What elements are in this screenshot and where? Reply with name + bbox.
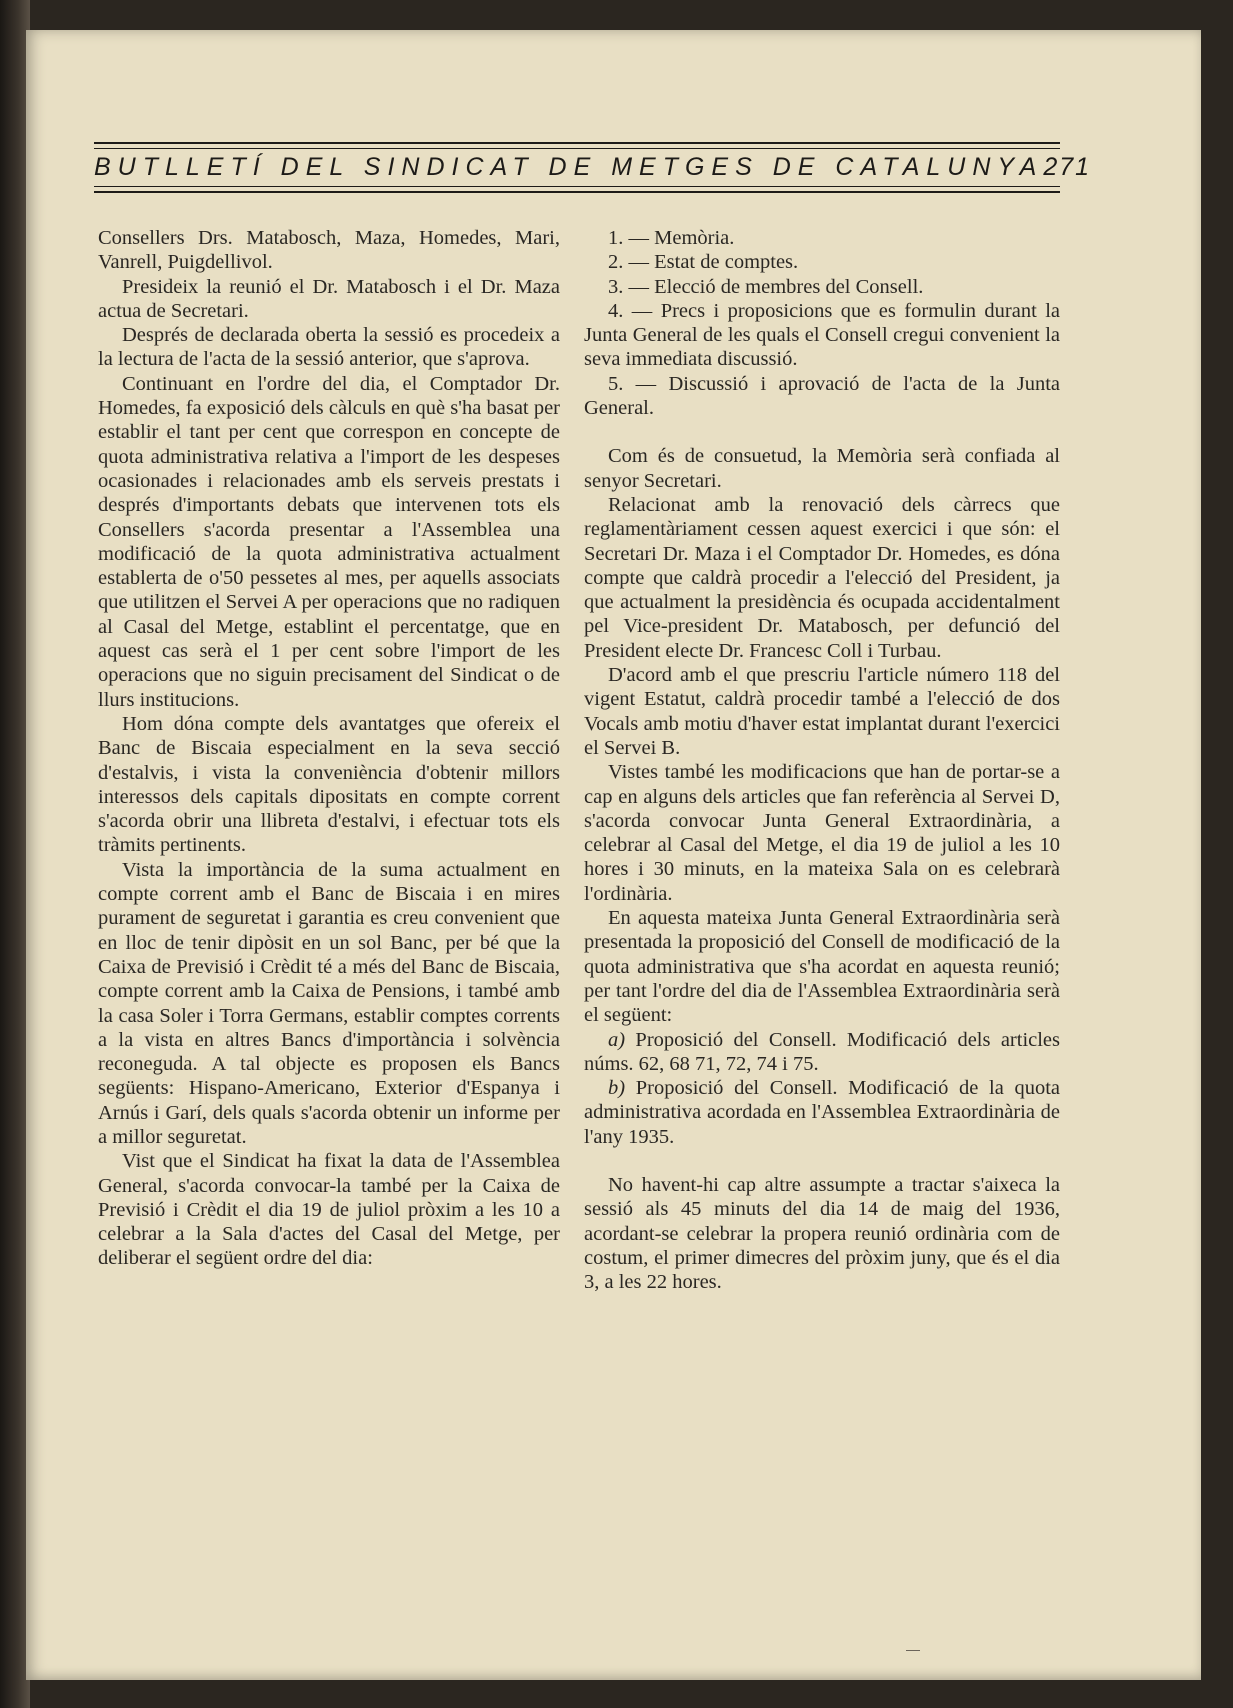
right-paragraph: En aquesta mateixa Junta General Extraordinària serà presentada la proposició del Consell de modificació de la quota administrativa que s'ha acordat en aquesta reunió; per tant l'ordre del dia de l'Assemblea Extraordinària serà el següent: <box>584 907 1060 1027</box>
left-paragraph: Després de declarada oberta la sessió es procedeix a la lectura de l'acta de la sessió anterior, que s'aprova. <box>98 324 560 371</box>
agenda-item: 1. — Memòria. <box>608 227 735 249</box>
page-number: 271 <box>1043 152 1092 181</box>
running-title: BUTLLETÍ DEL SINDICAT DE METGES DE CATALUNYA <box>94 152 1044 181</box>
paragraph-gap <box>584 420 1060 444</box>
sub-item-marker: b) <box>608 1077 626 1100</box>
left-paragraph: Continuant en l'ordre del dia, el Comptador Dr. Homedes, fa exposició dels càlculs en què s'ha basat per establir el tant per cent que correspon en concepte de quota administrativa relativa a l'import de les despeses ocasionades i relacionades amb els serveis prestats i després d'importants debats que intervenen tots els Consellers s'acorda presentar a l'Assemblea una modificació de la quota administrativa actualment establerta de o'50 pessetes al mes, per aquells associats que utilitzen el Servei A per operacions que no radiquen al Casal del Metge, establint el percentatge, que en aquest cas serà el 1 per cent sobre l'import de les operacions que no siguin precisament del Sindicat o de llurs institucions. <box>98 372 560 711</box>
sub-item <box>584 1076 1060 1149</box>
agenda-list <box>584 226 1060 420</box>
header-rule-top <box>94 142 1060 144</box>
agenda-item: 4. — Precs i proposicions que es formulin durant la Junta General de les quals el Consell cregui convenient la seva immediata discussió. <box>584 299 1060 371</box>
header-rule-bottom <box>94 191 1060 193</box>
left-column <box>98 226 560 1271</box>
scanned-page <box>26 30 1201 1680</box>
sub-item-text: Proposició del Consell. Modificació dels articles núms. 62, 68 71, 72, 74 i 75. <box>584 1028 1061 1075</box>
sub-item-marker: a) <box>608 1028 626 1051</box>
running-header <box>94 148 1092 186</box>
left-paragraph: Vista la importància de la suma actualment en compte corrent amb el Banc de Biscaia i en mires purament de seguretat i garantia es creu convenient que en lloc de tenir dipòsit en un sol Banc, per bé que la Caixa de Previsió i Crèdit té a més del Banc de Biscaia, compte corrent amb la Caixa de Pensions, i també amb la casa Soler i Torra Germans, establir comptes corrents a la vista en altres Bancs d'importància i solvència reconeguda. A tal objecte es proposen els Bancs següents: Hispano-Americano, Exterior d'Espanya i Arnús i Garí, dels quals s'acorda obtenir un informe per a millor seguretat. <box>98 858 560 1148</box>
attendees-paragraph: Consellers Drs. Matabosch, Maza, Homedes, Mari, Vanrell, Puigdellivol. <box>98 227 560 274</box>
sub-item <box>584 1028 1060 1077</box>
footer-mark <box>906 1650 920 1651</box>
right-paragraph: Com és de consuetud, la Memòria serà confiada al senyor Secretari. <box>584 445 1060 492</box>
agenda-item: 3. — Elecció de membres del Consell. <box>608 275 924 298</box>
left-paragraph: Vist que el Sindicat ha fixat la data de l'Assemblea General, s'acorda convocar-la també per la Caixa de Previsió i Crèdit el dia 19 de juliol pròxim a les 10 a celebrar a la Sala d'actes del Casal del Metge, per deliberar el següent ordre del dia: <box>98 1150 560 1270</box>
right-paragraph: Vistes també les modificacions que han de portar-se a cap en alguns dels articles que fan referència al Servei D, s'acorda convocar Junta General Extraordinària, a celebrar al Casal del Metge, el dia 19 de juliol a les 10 hores i 30 minuts, en la mateixa Sala on es celebrarà l'ordinària. <box>584 761 1060 905</box>
header-rule-bottom-thin <box>94 186 1060 187</box>
left-paragraph: Presideix la reunió el Dr. Matabosch i el Dr. Maza actua de Secretari. <box>98 275 560 322</box>
right-paragraph: D'acord amb el que prescriu l'article número 118 del vigent Estatut, caldrà procedir també a l'elecció de dos Vocals amb motiu d'haver estat implantat durant l'exercici el Servei B. <box>584 664 1060 759</box>
left-paragraph: Hom dóna compte dels avantatges que ofereix el Banc de Biscaia especialment en la seva secció d'estalvis, i vista la conveniència d'obtenir millors interessos dels capitals dipositats en compte corrent s'acorda obrir una llibreta d'estalvi, i efectuar tots els tràmits pertinents. <box>98 712 560 857</box>
right-column <box>584 226 1060 1294</box>
agenda-item: 2. — Estat de comptes. <box>608 251 799 274</box>
agenda-item: 5. — Discussió i aprovació de l'acta de la Junta General. <box>584 372 1060 420</box>
closing-paragraph: No havent-hi cap altre assumpte a tractar s'aixeca la sessió als 45 minuts del dia 14 de maig del 1936, acordant-se celebrar la propera reunió ordinària com de costum, el primer dimecres del pròxim juny, que és el dia 3, a les 22 hores. <box>584 1173 1060 1294</box>
paragraph-gap <box>584 1149 1060 1173</box>
sub-item-text: Proposició del Consell. Modificació de la quota administrativa acordada en l'Assemblea Extraordinària de l'any 1935. <box>584 1077 1060 1148</box>
right-paragraph: Relacionat amb la renovació dels càrrecs que reglamentàriament cessen aquest exercici i que són: el Secretari Dr. Maza i el Comptador Dr. Homedes, es dóna compte que caldrà procedir a l'elecció del President, ja que actualment la presidència és ocupada accidentalment pel Vice-president Dr. Matabosch, per defunció del President electe Dr. Francesc Coll i Turbau. <box>584 493 1060 662</box>
